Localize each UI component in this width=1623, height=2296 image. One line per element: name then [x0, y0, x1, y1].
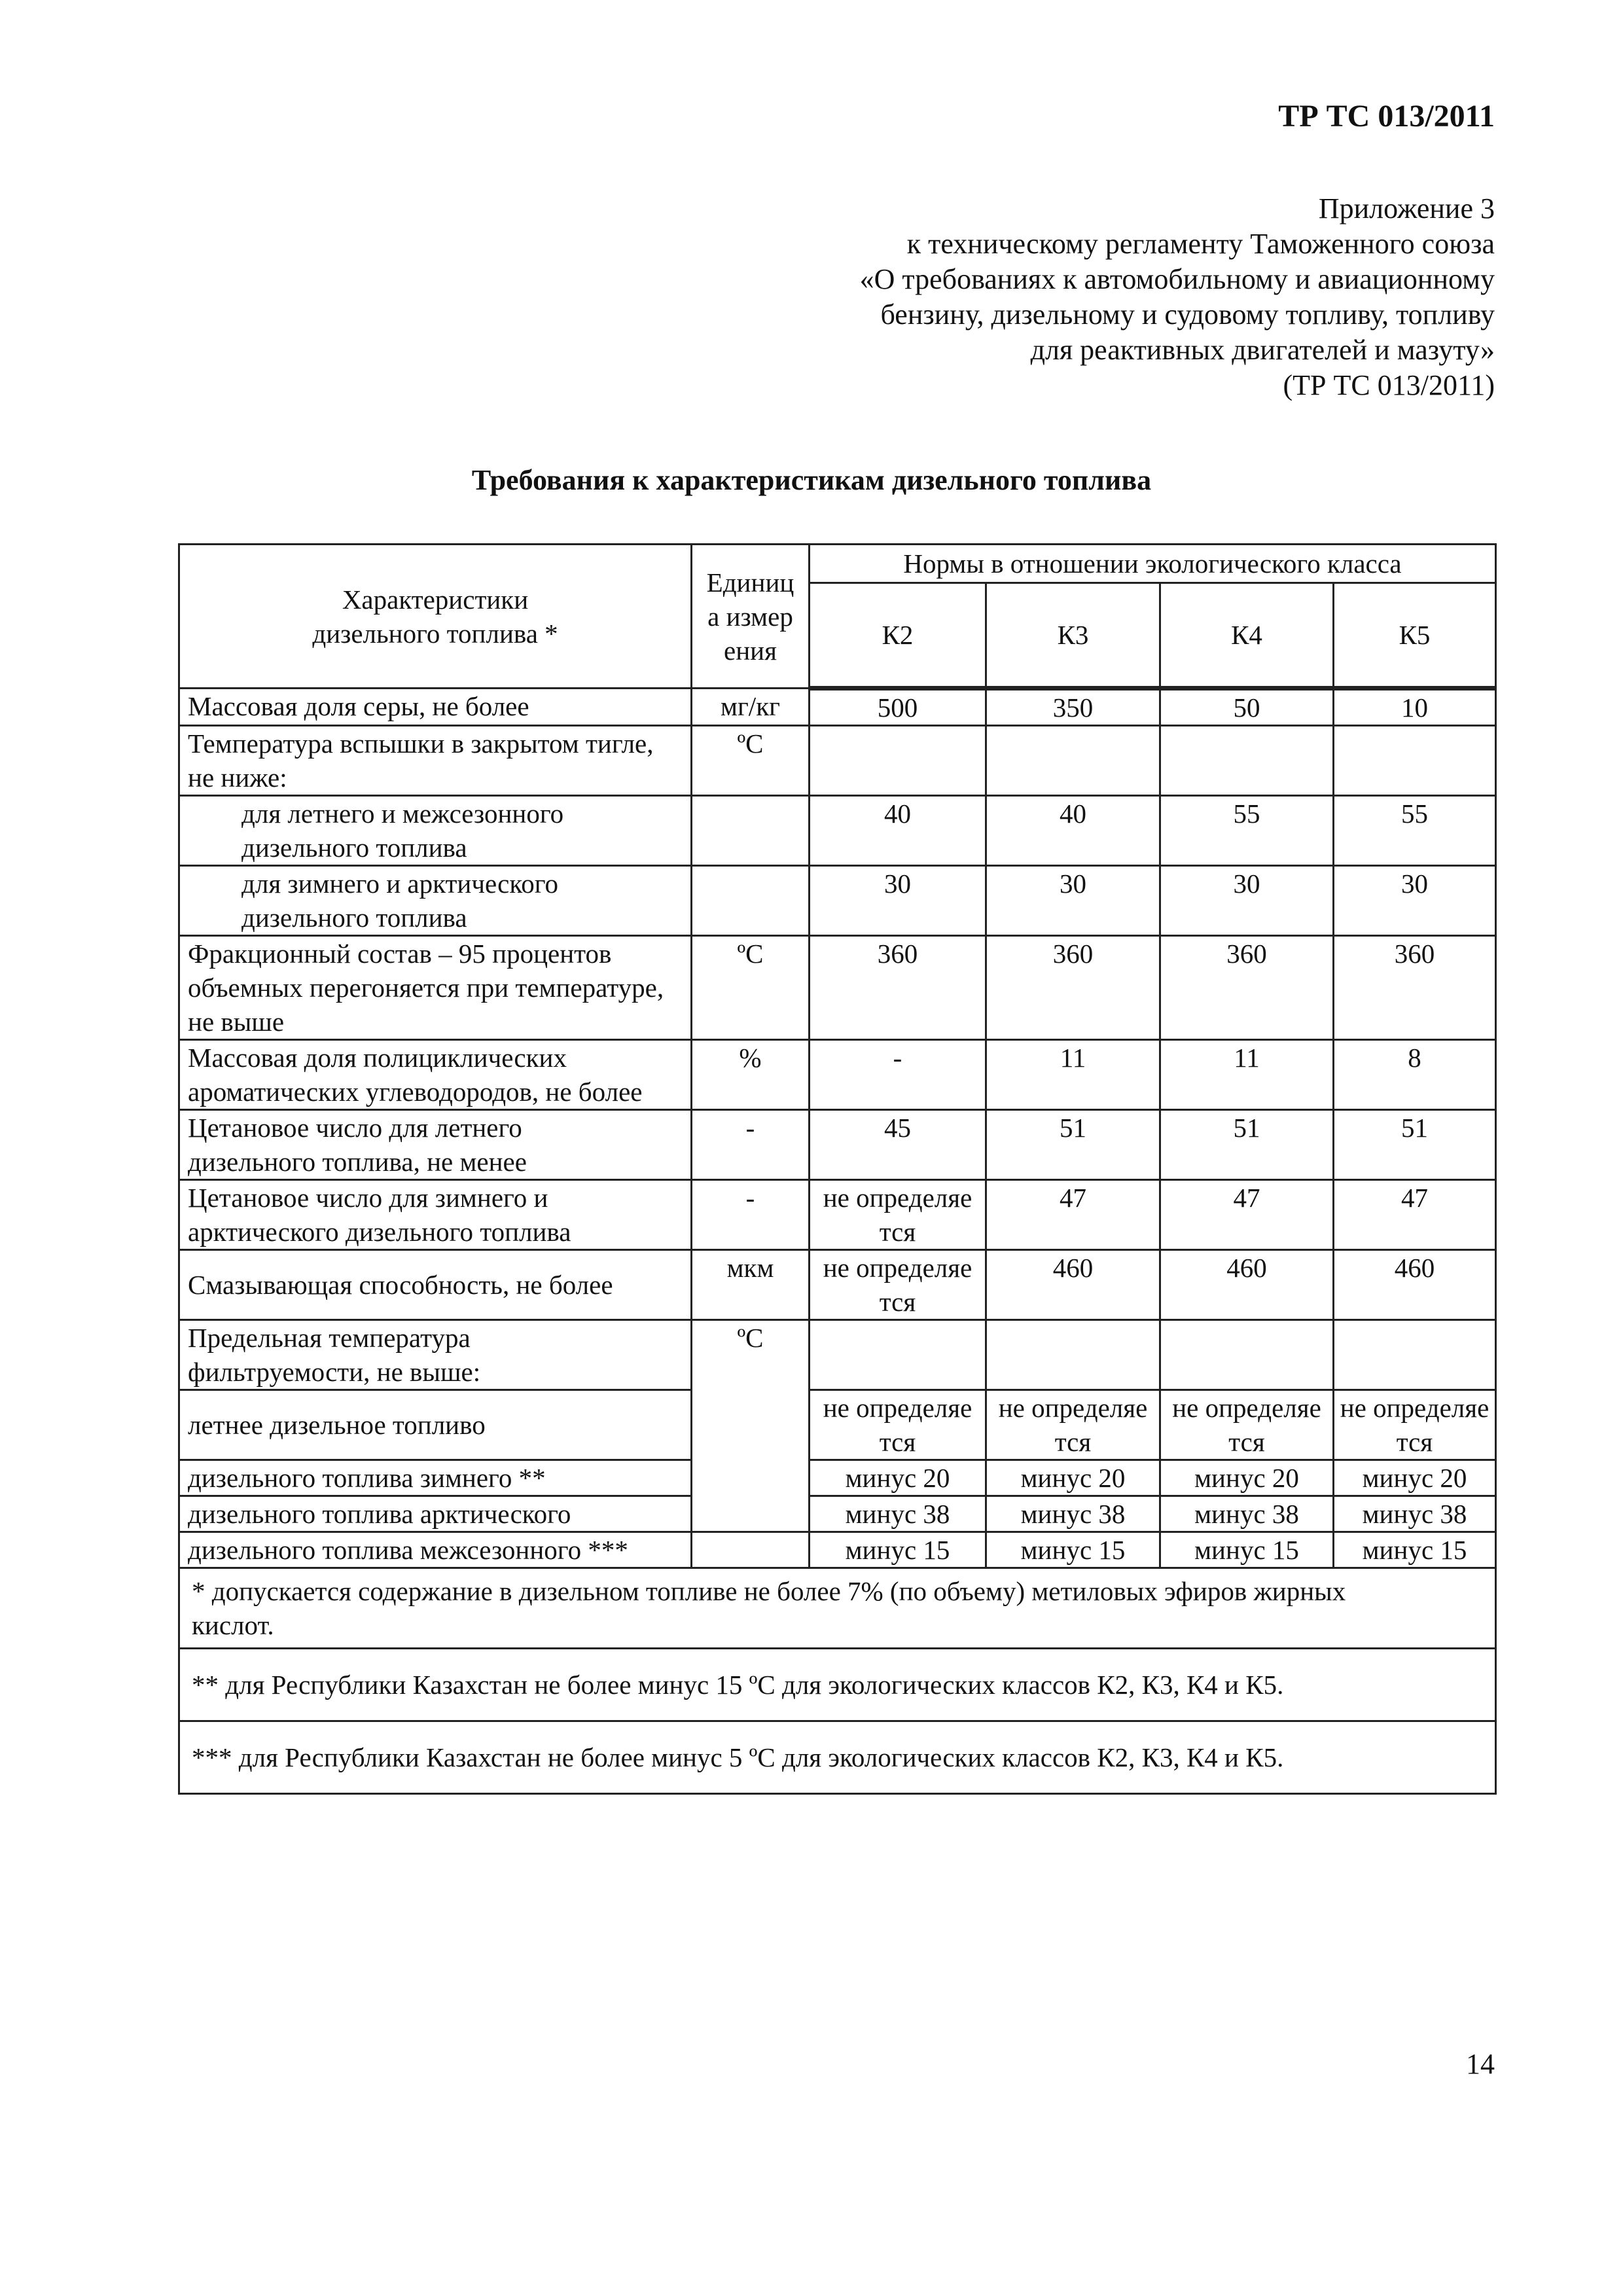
value-k4: 11: [1160, 1040, 1334, 1110]
value-k2: 360: [810, 936, 986, 1040]
row-unit: мг/кг: [692, 689, 810, 726]
value-k2: 45: [810, 1110, 986, 1180]
value-k3: [986, 1320, 1160, 1390]
value-k3: 51: [986, 1110, 1160, 1180]
header-characteristic: Характеристики дизельного топлива *: [179, 545, 692, 689]
row-label: Массовая доля полициклических ароматических углеводородов, не более: [179, 1040, 692, 1110]
value-k2: минус 15: [810, 1532, 986, 1568]
value-k4: 460: [1160, 1250, 1334, 1320]
value-k2: -: [810, 1040, 986, 1110]
header-norms: Нормы в отношении экологического класса: [810, 545, 1496, 583]
value-k2: [810, 1320, 986, 1390]
value-k3: 30: [986, 866, 1160, 936]
value-k2: не определяется: [810, 1180, 986, 1250]
value-k5: 47: [1334, 1180, 1496, 1250]
row-label: Цетановое число для летнего дизельного топлива, не менее: [179, 1110, 692, 1180]
value-k4: [1160, 726, 1334, 796]
row-unit: ºС: [692, 726, 810, 796]
value-k2: 500: [810, 689, 986, 726]
value-k4: минус 38: [1160, 1496, 1334, 1532]
footnote: *** для Республики Казахстан не более минус 5 ºС для экологических классов К2, К3, К4 и К5.: [179, 1721, 1496, 1794]
row-unit: -: [692, 1110, 810, 1180]
row-unit: %: [692, 1040, 810, 1110]
table-row: [179, 796, 1496, 866]
table-row: [179, 936, 1496, 1040]
table-row: [179, 1460, 1496, 1496]
row-unit: ºС: [692, 936, 810, 1040]
annex-line: для реактивных двигателей и мазуту»: [1030, 334, 1495, 366]
value-k3: [986, 726, 1160, 796]
value-k4: минус 20: [1160, 1460, 1334, 1496]
value-k3: 11: [986, 1040, 1160, 1110]
value-k4: 51: [1160, 1110, 1334, 1180]
row-label: летнее дизельное топливо: [179, 1390, 692, 1460]
value-k5: 360: [1334, 936, 1496, 1040]
value-k4: минус 15: [1160, 1532, 1334, 1568]
footnote-row: [179, 1649, 1496, 1721]
row-label: дизельного топлива арктического: [179, 1496, 692, 1532]
row-unit: [692, 796, 810, 866]
value-k3: минус 20: [986, 1460, 1160, 1496]
value-k4: 30: [1160, 866, 1334, 936]
value-k2: минус 20: [810, 1460, 986, 1496]
requirements-table: [178, 543, 1497, 1795]
row-label: Цетановое число для зимнего и арктического дизельного топлива: [179, 1180, 692, 1250]
value-k4: 47: [1160, 1180, 1334, 1250]
value-k3: 460: [986, 1250, 1160, 1320]
annex-block: [860, 191, 1495, 403]
value-k2: 30: [810, 866, 986, 936]
value-k3: 40: [986, 796, 1160, 866]
value-k5: 55: [1334, 796, 1496, 866]
annex-line: Приложение 3: [1318, 192, 1495, 224]
header-unit: Единица измерения: [692, 545, 810, 689]
table-row: [179, 1320, 1496, 1390]
value-k3: 47: [986, 1180, 1160, 1250]
row-label: дизельного топлива зимнего **: [179, 1460, 692, 1496]
row-unit: [692, 1532, 810, 1568]
annex-line: «О требованиях к автомобильному и авиационному: [859, 263, 1495, 295]
header-class-k4: К4: [1160, 583, 1334, 689]
value-k4: 360: [1160, 936, 1334, 1040]
table-row: [179, 1180, 1496, 1250]
row-label: Температура вспышки в закрытом тигле, не ниже:: [179, 726, 692, 796]
value-k2: 40: [810, 796, 986, 866]
value-k5: минус 20: [1334, 1460, 1496, 1496]
row-label: дизельного топлива межсезонного ***: [179, 1532, 692, 1568]
value-k2: минус 38: [810, 1496, 986, 1532]
row-label: Смазывающая способность, не более: [179, 1250, 692, 1320]
table-row: [179, 1110, 1496, 1180]
value-k5: не определяется: [1334, 1390, 1496, 1460]
value-k3: не определяется: [986, 1390, 1160, 1460]
value-k3: минус 38: [986, 1496, 1160, 1532]
value-k4: не определяется: [1160, 1390, 1334, 1460]
table-row: [179, 689, 1496, 726]
footnote: * допускается содержание в дизельном топливе не более 7% (по объему) метиловых эфиров жирных кислот.: [179, 1568, 1496, 1649]
row-label: для летнего и межсезонного дизельного топлива: [179, 796, 692, 866]
value-k2: [810, 726, 986, 796]
table-row: [179, 1390, 1496, 1460]
header-row: [179, 545, 1496, 583]
value-k3: 350: [986, 689, 1160, 726]
row-label: Массовая доля серы, не более: [179, 689, 692, 726]
value-k2: не определяется: [810, 1250, 986, 1320]
table-row: [179, 1532, 1496, 1568]
row-label: Предельная температура фильтруемости, не выше:: [179, 1320, 692, 1390]
footnote: ** для Республики Казахстан не более минус 15 ºС для экологических классов К2, К3, К4 и К5.: [179, 1649, 1496, 1721]
annex-line: к техническому регламенту Таможенного союза: [906, 228, 1495, 260]
annex-line: (ТР ТС 013/2011): [1283, 369, 1495, 401]
table-row: [179, 726, 1496, 796]
row-unit: -: [692, 1180, 810, 1250]
value-k5: 30: [1334, 866, 1496, 936]
value-k5: минус 15: [1334, 1532, 1496, 1568]
value-k5: 51: [1334, 1110, 1496, 1180]
row-unit: ºС: [692, 1320, 810, 1532]
table-row: [179, 1496, 1496, 1532]
document-code: ТР ТС 013/2011: [1278, 99, 1495, 134]
value-k3: 360: [986, 936, 1160, 1040]
value-k4: [1160, 1320, 1334, 1390]
header-class-k2: К2: [810, 583, 986, 689]
row-unit: мкм: [692, 1250, 810, 1320]
page-number: 14: [1466, 2048, 1495, 2080]
value-k5: [1334, 726, 1496, 796]
value-k3: минус 15: [986, 1532, 1160, 1568]
row-label: для зимнего и арктического дизельного топлива: [179, 866, 692, 936]
value-k5: минус 38: [1334, 1496, 1496, 1532]
table-title: Требования к характеристикам дизельного топлива: [471, 464, 1152, 496]
row-unit: [692, 866, 810, 936]
value-k5: [1334, 1320, 1496, 1390]
annex-line: бензину, дизельному и судовому топливу, топливу: [880, 298, 1495, 331]
row-label: Фракционный состав – 95 процентов объемных перегоняется при температуре, не выше: [179, 936, 692, 1040]
value-k5: 8: [1334, 1040, 1496, 1110]
header-class-k5: К5: [1334, 583, 1496, 689]
value-k4: 50: [1160, 689, 1334, 726]
value-k5: 10: [1334, 689, 1496, 726]
table-row: [179, 866, 1496, 936]
value-k2: не определяется: [810, 1390, 986, 1460]
footnote-row: [179, 1721, 1496, 1794]
table-row: [179, 1040, 1496, 1110]
value-k5: 460: [1334, 1250, 1496, 1320]
header-class-k3: К3: [986, 583, 1160, 689]
footnote-row: [179, 1568, 1496, 1649]
table-row: [179, 1250, 1496, 1320]
value-k4: 55: [1160, 796, 1334, 866]
